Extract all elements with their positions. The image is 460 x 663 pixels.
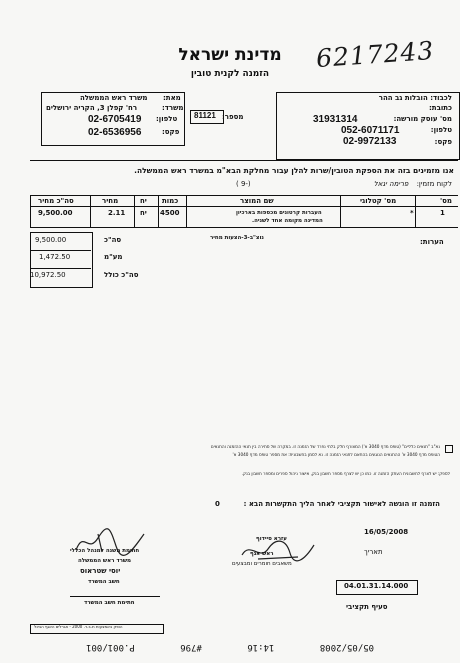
supplier-fax-label: פקס: [434,138,452,146]
fine-print-line-3: לספק: יש לצרף לחשבונית העתק הזמנה זו. כמו כן יש לצרף מספר חשבון בנק, אישור ניהול ספרים ומספר חשבון בנק. [241,471,450,476]
supplier-phone-label: טלפון: [430,126,452,134]
fine-print-line-1: נא"ב "תנאים כלליים" (טופס מדף 3040 א') המצורף חלק בלתי נפרד של הזמנה זו. במקרה של סתירה בין תנאי ההזמנה והתנאים [210,444,440,449]
col-border [340,195,341,227]
contact-label: לקוח מזמין: [416,180,452,188]
col-border [30,195,31,227]
supplier-address-label: כתובת: [429,104,452,112]
order-number-value: 81121 [194,111,216,120]
signer-right-name: עזרא סיידוף [256,536,287,542]
contact-row [374,180,452,188]
row-product-line2: המדינה מקומה אחד לשניה. [252,218,323,224]
divider [30,160,458,161]
th-quantity: כמות [162,197,179,205]
table-row-line [30,227,458,228]
supplier-license-label: מס' עוסק מורשה: [393,115,452,123]
left-signature-caption: חתימת חשב המשרד [84,600,135,606]
row-product-line1: העברות קרטונים מכספות בארכיון [236,210,322,216]
supplier-phone-value: 052-6071171 [341,125,400,136]
contact-name: פרימה יגאל [373,180,409,188]
col-border [186,195,187,227]
vat-label: מע"מ [104,253,123,261]
subtotal-label: סה"כ [104,236,122,244]
supplier-fax-value: 02-9972133 [343,136,397,147]
request-text: אנו מזמינים בזה את הספקת הטובין/שרות להלן עבור מחלקת הבא"מ במשרד ראש הממשלה. [134,166,454,175]
signature-line [70,596,160,597]
budget-value: 04.01.31.14.000 [344,582,409,590]
row-unit: יח [140,209,147,217]
footer-form-text: הופק באמצעות ת.ב.ר. 2000 - אגרלים האגף הבינל [34,624,123,629]
handwritten-number: 6217243 [315,35,436,74]
sender-from-value: משרד ראש הממשלה [80,94,148,102]
grand-total-value: 10,972.50 [30,271,66,279]
date-value: 16/05/2008 [364,528,409,536]
totals-divider [30,250,91,251]
vat-value: 1,472.50 [39,253,71,261]
supplier-name: הובלות גב ההר [378,94,428,102]
budget-label: סעיף תקציבי [346,603,388,611]
th-total: סה"כ מחיר [38,197,74,205]
row-num: 1 [440,209,445,217]
sender-fax-label: פקס: [162,128,180,136]
col-border [415,195,416,227]
date-label: תאריך [364,548,383,556]
notes-label: הערות: [420,238,444,246]
row-price: 2.11 [108,209,126,217]
fax-header: 05/05/2008 14:16 #796 P.001/001 [86,642,374,652]
table-top-line [30,195,458,196]
table-header-line [30,206,458,207]
stamp-line-3: יוסי שטראוס [80,567,121,575]
sender-fax-value: 02-6536956 [88,127,142,138]
signer-right-dept: משאבים חומרים ומבצעים [232,561,292,567]
page-title: מדינת ישראל [178,45,282,65]
col-border [158,195,159,227]
th-unit: יח [140,197,147,205]
row-catalog: * [410,209,414,217]
supplier-to-label: לכבוד: [430,94,452,102]
approval-value: 0 [215,500,220,508]
th-num: מס' [440,197,452,205]
fine-print-checkbox[interactable] [445,445,453,453]
sender-from-label: מאת: [163,94,181,102]
approval-text: הזמנה זו הוגשה לאישור תקציבי לאחר הליך התקשרות הבא : [243,500,440,508]
supplier-name-row [379,94,452,102]
col-border [90,195,91,227]
sender-phone-value: 02-6705419 [88,114,142,125]
row-total: 9,500.00 [38,209,73,217]
supplier-license-value: 31931314 [313,114,358,125]
notes-value: נוצ"ב-3-הצעות מחיר [210,235,264,241]
row-quantity: 4500 [160,209,180,217]
sender-office-value: רח' קפלן 3, הקריה ירושלים [46,104,138,112]
subtotal-value: 9,500.00 [35,236,67,244]
sender-office-label: משרד: [162,104,184,112]
fine-print-line-2: הטופס מדף 3040 א' ההתנאים הנוגעים בהתאם לתנאי הזמנה זו. נא לסמן בחשבונית: את מספר טופס מדף 3040 א' [232,452,440,457]
th-price: מחיר [102,197,119,205]
th-product: שם המוצר [240,197,274,205]
grand-total-label: סה"כ כולל [104,271,139,279]
totals-divider [30,268,91,269]
page-subtitle: הזמנה לקנית טובין [190,69,270,79]
signer-right-title: ראש אגף [250,551,274,557]
stamp-line-2: משרד ראש הממשלה [78,558,132,564]
stamp-line-4: חשב המשרד [88,579,120,585]
sender-phone-label: טלפון: [156,115,178,123]
contact-code: ( 9-) [236,180,251,188]
col-border [134,195,135,227]
stamp-line-1: חתימת משנה למנהל הכללי [70,548,140,554]
order-number-label: מספר: [222,113,244,121]
th-catalog: מס' קטלוגי [360,197,397,205]
